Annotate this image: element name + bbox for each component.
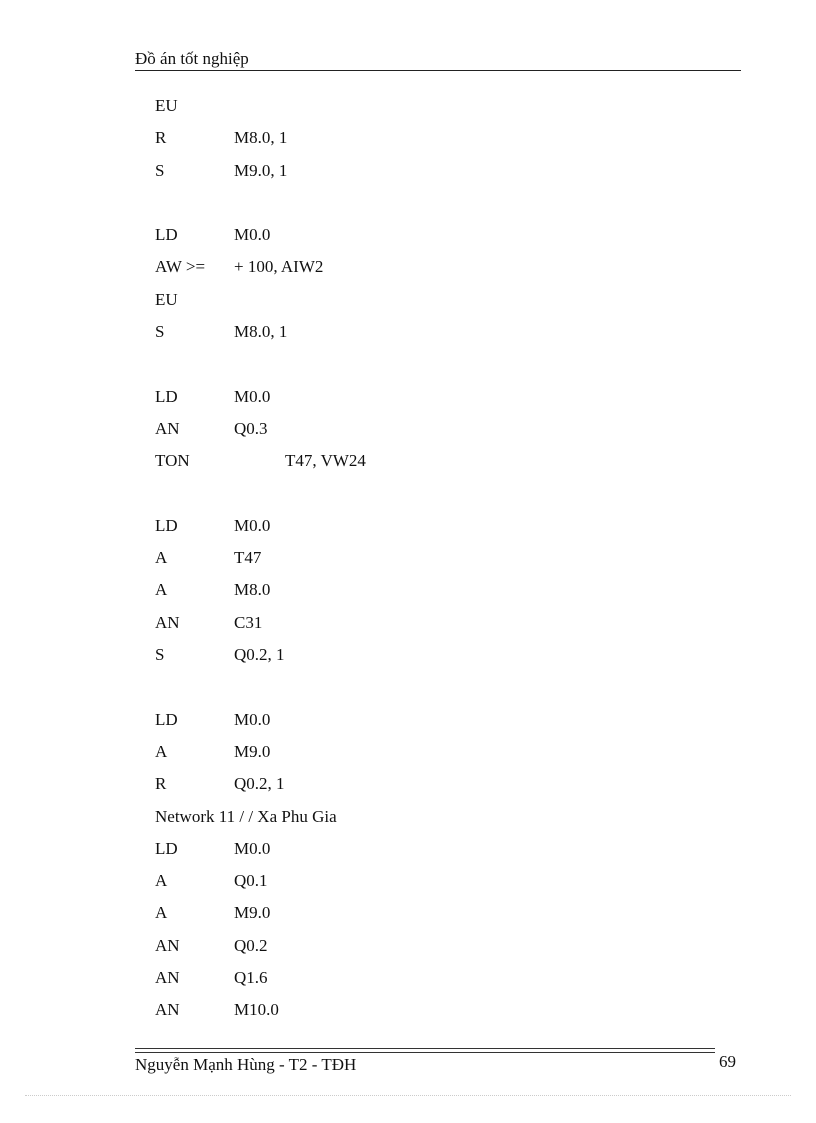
instruction-op: A (155, 741, 168, 761)
code-line (155, 901, 715, 933)
code-line (155, 643, 715, 675)
code-line (155, 223, 715, 255)
code-line (155, 417, 715, 449)
code-line (155, 159, 715, 191)
instruction-operand: Q0.2 (234, 935, 268, 955)
code-line (155, 320, 715, 352)
instruction-op: EU (155, 96, 178, 115)
code-line (155, 869, 715, 901)
blank-line (155, 675, 715, 707)
footer-author: Nguyễn Mạnh Hùng - T2 - TĐH (135, 1055, 357, 1074)
instruction-operand: T47, VW24 (285, 451, 366, 471)
code-line (155, 288, 715, 320)
instruction-operand: M0.0 (234, 225, 271, 245)
instruction-op: A (155, 548, 168, 568)
code-line (155, 255, 715, 287)
instruction-op: AN (155, 418, 180, 438)
instruction-op: S (155, 322, 165, 342)
instruction-op: EU (155, 289, 178, 309)
instruction-operand: M9.0 (234, 741, 271, 761)
code-line (155, 966, 715, 998)
footer-rule-top (135, 1048, 715, 1049)
instruction-op: A (155, 580, 168, 600)
network-comment: Network 11 / / Xa Phu Gia (155, 806, 337, 826)
page-header-title: Đồ án tốt nghiệp (135, 49, 249, 68)
page-edge-divider (25, 1095, 791, 1096)
instruction-op: AN (155, 935, 180, 955)
code-line (155, 934, 715, 966)
code-line (155, 126, 715, 158)
blank-line (155, 482, 715, 514)
code-line (155, 94, 715, 126)
instruction-op: AN (155, 612, 180, 632)
instruction-operand: T47 (234, 548, 262, 568)
stl-code-listing (155, 94, 715, 1031)
instruction-op: LD (155, 515, 178, 535)
instruction-op: LD (155, 386, 178, 406)
instruction-operand: M10.0 (234, 1000, 279, 1020)
code-line (155, 708, 715, 740)
instruction-operand: Q0.2, 1 (234, 645, 285, 665)
code-line (155, 578, 715, 610)
code-line (155, 772, 715, 804)
instruction-op: AN (155, 968, 180, 988)
instruction-op: TON (155, 451, 190, 471)
code-line (155, 385, 715, 417)
instruction-operand: Q0.2, 1 (234, 774, 285, 794)
instruction-operand: M0.0 (234, 386, 271, 406)
instruction-op: LD (155, 709, 178, 729)
code-line (155, 611, 715, 643)
header-rule (135, 70, 741, 71)
instruction-operand: M9.0, 1 (234, 160, 288, 180)
instruction-operand: Q1.6 (234, 968, 268, 988)
instruction-op: A (155, 903, 168, 923)
code-line (155, 514, 715, 546)
instruction-operand: C31 (234, 612, 263, 632)
instruction-op: A (155, 871, 168, 891)
code-line (155, 998, 715, 1030)
instruction-operand: M9.0 (234, 903, 271, 923)
blank-line (155, 191, 715, 223)
instruction-operand: M0.0 (234, 838, 271, 858)
code-line (155, 449, 715, 481)
instruction-operand: M8.0 (234, 580, 271, 600)
blank-line (155, 352, 715, 384)
instruction-operand: M8.0, 1 (234, 128, 288, 148)
instruction-op: R (155, 128, 167, 148)
code-line (155, 546, 715, 578)
footer-rule-bottom (135, 1052, 715, 1053)
code-line (155, 740, 715, 772)
code-line (155, 837, 715, 869)
instruction-operand: Q0.1 (234, 871, 268, 891)
instruction-op: S (155, 645, 165, 665)
code-line (155, 805, 715, 837)
instruction-op: AN (155, 1000, 180, 1020)
instruction-op: LD (155, 225, 178, 245)
instruction-operand: Q0.3 (234, 418, 268, 438)
page-number: 69 (719, 1052, 736, 1071)
instruction-operand: M0.0 (234, 515, 271, 535)
instruction-op: AW >= (155, 257, 206, 277)
instruction-op: S (155, 160, 165, 180)
instruction-operand: M0.0 (234, 709, 271, 729)
instruction-op: R (155, 774, 167, 794)
instruction-operand: + 100, AIW2 (234, 257, 324, 277)
instruction-operand: M8.0, 1 (234, 322, 288, 342)
instruction-op: LD (155, 838, 178, 858)
